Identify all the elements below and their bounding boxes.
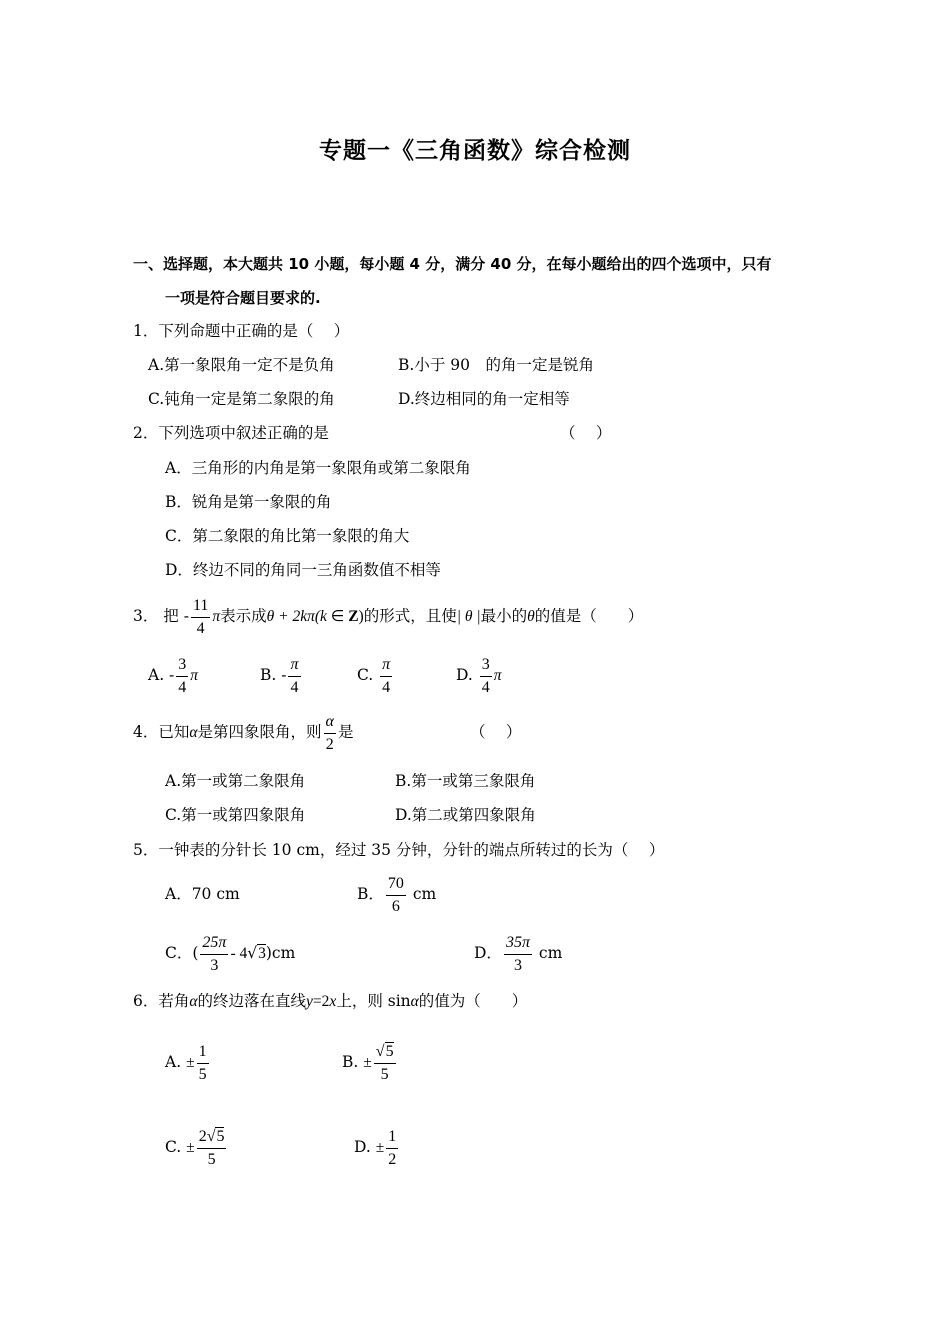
- q2-answer-paren: （ ）: [560, 424, 612, 442]
- q6-y: y: [306, 993, 313, 1010]
- q6-stem: [133, 991, 527, 1012]
- q3-in: ∈: [326, 608, 349, 625]
- q4-option-c: C.第一或第四象限角: [165, 806, 306, 824]
- q3-text-3: 最小的: [480, 607, 528, 625]
- q3-pi: π: [212, 608, 221, 625]
- q6-a-pm: ±: [186, 1054, 195, 1071]
- q6-a-frac: [197, 1043, 209, 1084]
- q6-b-den: 5: [380, 1065, 389, 1083]
- q5-b-den: 6: [391, 897, 400, 915]
- q6-c-coef: 2: [198, 1127, 207, 1145]
- q1-option-a: A.第一象限角一定不是负角: [148, 356, 335, 374]
- q4-alpha: α: [189, 724, 198, 741]
- q5-c-frac: [200, 934, 228, 975]
- q3-c-den: 4: [382, 678, 391, 696]
- q1-option-b: B.小于 90 的角一定是锐角: [398, 356, 594, 374]
- q3-option-a: [148, 655, 198, 697]
- q3-d-num: 3: [480, 656, 492, 677]
- q3-d-frac: [480, 656, 492, 697]
- q3-theta: θ: [527, 608, 535, 625]
- q5-option-a: A．70 cm: [165, 885, 240, 903]
- q2-stem: 2．下列选项中叙述正确的是: [133, 424, 329, 442]
- q3-stem: [133, 596, 643, 638]
- q6-option-a: [165, 1040, 211, 1085]
- q6-d-num: 1: [386, 1128, 398, 1149]
- q4-option-b: B.第一或第三象限角: [395, 772, 536, 790]
- q6-d-den: 2: [388, 1150, 397, 1168]
- q6-c-label: C.: [165, 1138, 182, 1156]
- q3-text-2: 的形式，且使: [363, 607, 457, 625]
- q6-c-pm: ±: [186, 1139, 195, 1156]
- q3-a-label: A. -: [148, 666, 175, 684]
- q3-fraction: [191, 597, 210, 638]
- q3-text-1: 表示成: [220, 607, 267, 625]
- q6-c-den: 5: [207, 1150, 216, 1168]
- section-heading-line2: 一项是符合题目要求的.: [165, 289, 321, 307]
- q6-option-c: [165, 1125, 228, 1170]
- q5-d-den: 3: [513, 956, 522, 974]
- q3-abs: | θ |: [456, 608, 481, 625]
- q5-c-num: 25π: [200, 934, 228, 955]
- q5-d-frac: [504, 934, 532, 975]
- q6-b-frac: $\frac{√5}{5}$: [375, 1042, 394, 1083]
- page-title: 专题一《三角函数》综合检测: [319, 138, 631, 164]
- q6-d-pm: ±: [375, 1139, 385, 1156]
- q3-d-den: 4: [481, 678, 490, 696]
- q5-stem: 5．一钟表的分针长 10 cm，经过 35 分钟，分针的端点所转过的长为（ ）: [133, 841, 665, 859]
- q5-c-den: 3: [210, 956, 219, 974]
- q6-option-b: [342, 1040, 398, 1085]
- q1-option-c: C.钝角一定是第二象限的角: [148, 390, 335, 408]
- q4-stem: [133, 712, 353, 754]
- q3-a-den: 4: [178, 678, 187, 696]
- q3-c-label: C.: [357, 666, 374, 684]
- q6-text-3: 的值为（ ）: [418, 992, 528, 1010]
- q2-option-d: D．终边不同的角同一三角函数值不相等: [165, 561, 441, 579]
- q6-b-pm: ±: [363, 1054, 372, 1071]
- q3-a-num: 3: [176, 656, 188, 677]
- q6-b-radicand: 5: [385, 1042, 394, 1060]
- q4-option-d: D.第二或第四象限角: [395, 806, 536, 824]
- q6-x: x: [329, 993, 337, 1010]
- q3-Z: Z: [348, 608, 359, 625]
- q4-text-2: 是: [337, 723, 354, 741]
- q6-text-2: 上，则 sin: [336, 992, 411, 1010]
- q4-frac-den: 2: [325, 735, 334, 753]
- q6-option-d: [354, 1125, 400, 1170]
- q6-alpha-2: α: [410, 993, 419, 1010]
- q3-c-frac: [380, 656, 392, 697]
- q2-option-b: B．锐角是第一象限的角: [165, 493, 332, 511]
- q5-b-unit: cm: [412, 885, 437, 903]
- q5-c-mid: - 4: [230, 945, 248, 962]
- q5-d-num: 35π: [504, 934, 532, 955]
- q3-close: ): [358, 608, 364, 625]
- q3-prefix: 3． 把 -: [133, 607, 189, 625]
- q6-b-label: B.: [342, 1053, 359, 1071]
- q3-d-label: D.: [456, 666, 473, 684]
- q5-c-tail: )cm: [265, 944, 296, 962]
- q4-option-a: A.第一或第二象限角: [165, 772, 306, 790]
- q3-b-label: B. -: [260, 666, 287, 684]
- q3-option-d: [456, 655, 502, 697]
- q4-answer-paren: （ ）: [470, 723, 522, 741]
- q6-c-radicand: 5: [216, 1127, 225, 1145]
- q2-option-c: C．第二象限的角比第一象限的角大: [165, 527, 410, 545]
- q6-text-1: 的终边落在直线: [197, 992, 307, 1010]
- q6-prefix: 6．若角: [133, 992, 190, 1010]
- q6-a-label: A.: [165, 1053, 182, 1071]
- q5-option-c: C．( $\frac{25\pi}{3}$ - 4√3)cm: [165, 933, 296, 974]
- q3-frac-num: 11: [191, 597, 210, 618]
- q6-a-num: 1: [197, 1043, 209, 1064]
- q3-a-pi: π: [190, 667, 199, 684]
- q6-alpha: α: [189, 993, 198, 1010]
- q4-frac-num: α: [324, 713, 336, 734]
- q4-fraction: [324, 713, 336, 754]
- q3-b-frac: [288, 656, 300, 697]
- q4-prefix: 4．已知: [133, 723, 190, 741]
- q5-option-d: [474, 933, 562, 975]
- q3-frac-den: 4: [196, 619, 205, 637]
- q5-option-b: [357, 874, 436, 916]
- q4-text-1: 是第四象限角，则: [197, 723, 322, 741]
- q6-c-frac: $\frac{2√5}{5}$: [198, 1127, 225, 1168]
- q5-c-radicand: 3: [258, 945, 266, 962]
- q3-expr: θ + 2kπ(: [266, 608, 321, 625]
- q3-text-4: 的值是（ ）: [534, 607, 644, 625]
- q3-option-b: [260, 655, 303, 697]
- q5-d-unit: cm: [538, 944, 563, 962]
- q3-k: k: [320, 608, 327, 625]
- q5-b-label: B．: [357, 885, 384, 903]
- q1-stem: 1．下列命题中正确的是（ ）: [133, 322, 350, 340]
- q3-b-num: π: [288, 656, 300, 677]
- q5-d-label: D．: [474, 944, 502, 962]
- q5-c-label: C．(: [165, 944, 199, 962]
- q5-b-num: 70: [386, 875, 406, 896]
- q6-a-den: 5: [198, 1065, 207, 1083]
- q3-a-frac: [176, 656, 188, 697]
- q3-b-den: 4: [290, 678, 299, 696]
- q3-option-c: [357, 655, 394, 697]
- q5-b-frac: [386, 875, 406, 916]
- q6-d-frac: [386, 1128, 398, 1169]
- q3-d-pi: π: [493, 667, 502, 684]
- q2-option-a: A．三角形的内角是第一象限角或第二象限角: [165, 459, 471, 477]
- section-heading-line1: 一、选择题，本大题共 10 小题，每小题 4 分，满分 40 分，在每小题给出的四个选项中，只有: [133, 255, 772, 273]
- q6-eq: =2: [312, 993, 330, 1010]
- q3-c-num: π: [380, 656, 392, 677]
- q1-option-d: D.终边相同的角一定相等: [398, 390, 570, 408]
- q6-d-label: D.: [354, 1138, 371, 1156]
